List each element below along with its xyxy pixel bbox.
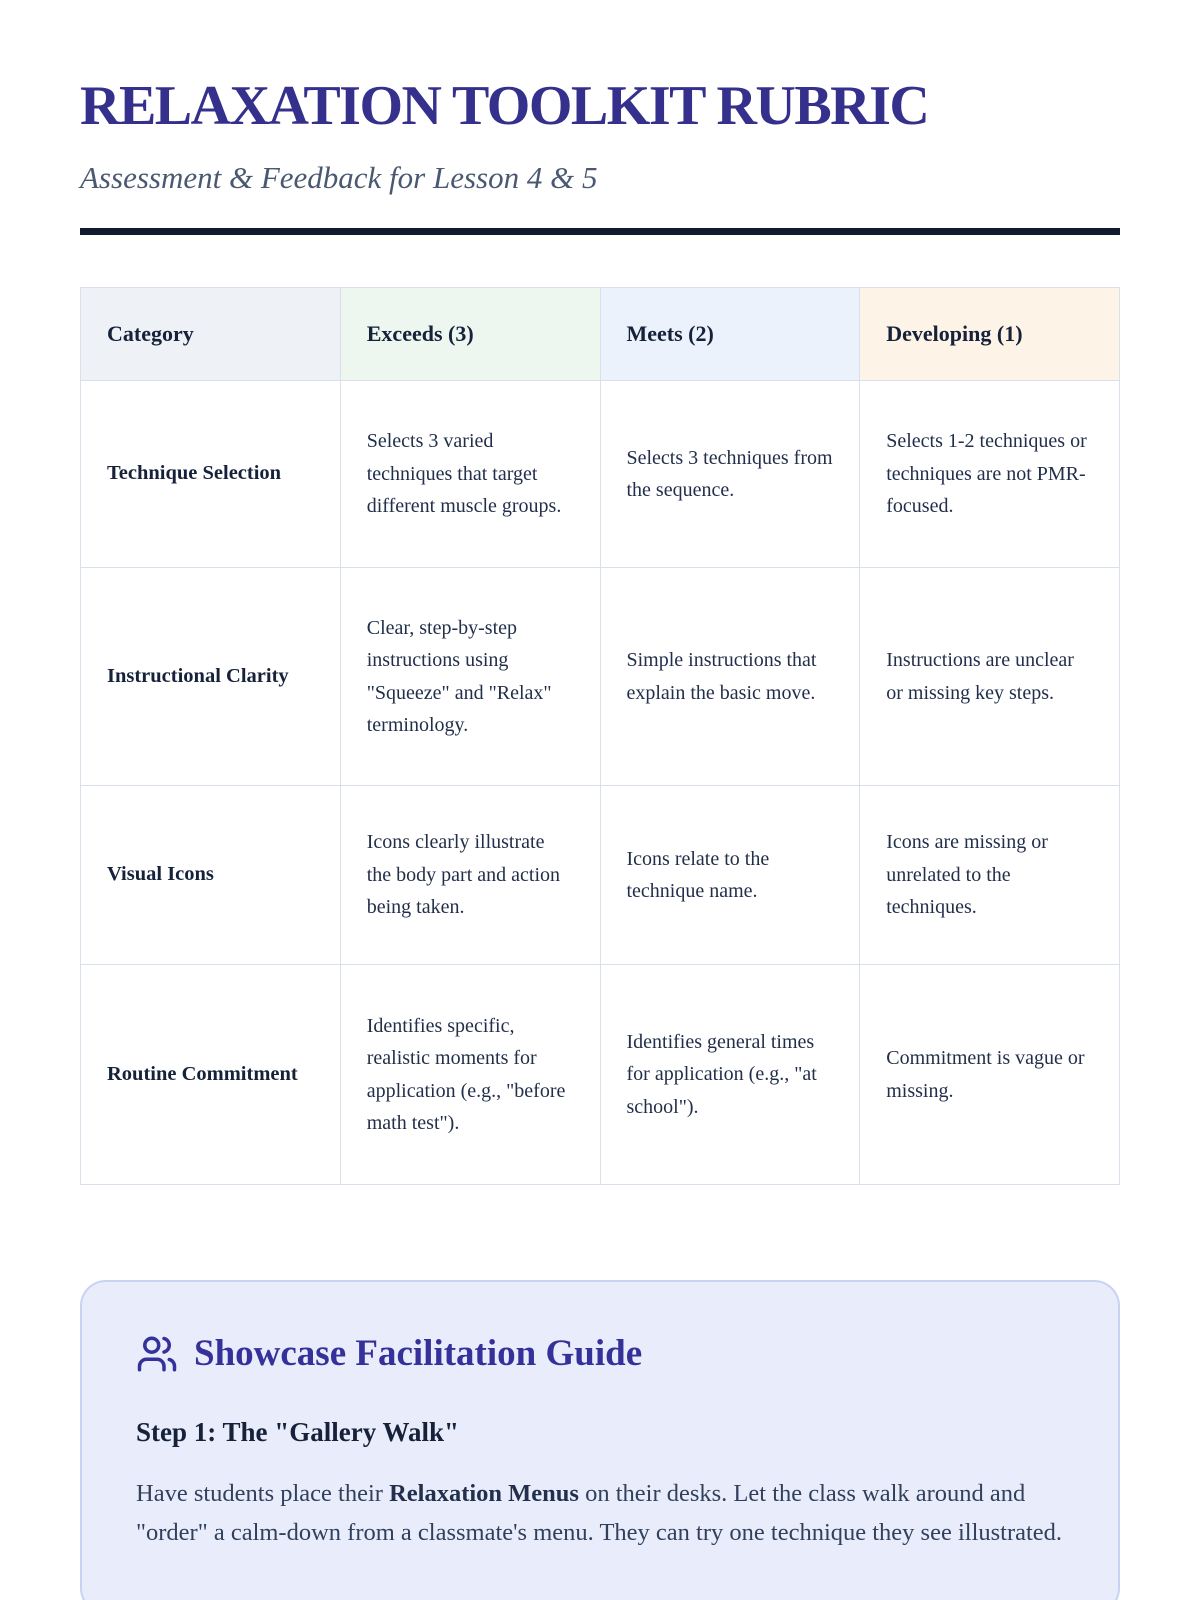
cell-exceeds: Identifies specific, realistic moments for application (e.g., "before math test"). (340, 965, 600, 1185)
table-header-row (81, 288, 1120, 381)
table-row-technique-selection (81, 381, 1120, 568)
column-header-meets: Meets (2) (600, 288, 860, 381)
guide-title-text: Showcase Facilitation Guide (194, 1333, 643, 1374)
step1-heading: Step 1: The "Gallery Walk" (136, 1417, 460, 1447)
step1-body-bold: Relaxation Menus (389, 1480, 579, 1507)
row-category-label: Routine Commitment (81, 965, 341, 1185)
cell-developing: Instructions are unclear or missing key steps. (860, 568, 1120, 786)
cell-meets: Icons relate to the technique name. (600, 786, 860, 965)
cell-developing: Commitment is vague or missing. (860, 965, 1120, 1185)
facilitation-guide-panel (80, 1280, 1120, 1600)
table-row-visual-icons (81, 786, 1120, 965)
table-row-instructional-clarity (81, 568, 1120, 786)
table-row-routine-commitment (81, 965, 1120, 1185)
column-header-exceeds: Exceeds (3) (340, 288, 600, 381)
cell-developing: Icons are missing or unrelated to the techniques. (860, 786, 1120, 965)
rubric-table (80, 287, 1120, 1185)
step1-body-suffix: on their desks. Let the class walk around and "order" a calm-down from a classmate's menu. They can try one technique they see illustrated. (136, 1480, 1063, 1547)
cell-exceeds: Icons clearly illustrate the body part and action being taken. (340, 786, 600, 965)
users-icon (136, 1333, 178, 1375)
row-category-label: Instructional Clarity (81, 568, 341, 786)
row-category-label: Visual Icons (81, 786, 341, 965)
guide-title (136, 1332, 1064, 1375)
column-header-category: Category (81, 288, 341, 381)
cell-exceeds: Selects 3 varied techniques that target different muscle groups. (340, 381, 600, 568)
page-subtitle: Assessment & Feedback for Lesson 4 & 5 (80, 160, 598, 195)
cell-meets: Selects 3 techniques from the sequence. (600, 381, 860, 568)
cell-meets: Simple instructions that explain the basic move. (600, 568, 860, 786)
page-title: RELAXATION TOOLKIT RUBRIC (80, 75, 929, 137)
column-header-developing: Developing (1) (860, 288, 1120, 381)
cell-meets: Identifies general times for application (e.g., "at school"). (600, 965, 860, 1185)
cell-developing: Selects 1-2 techniques or techniques are not PMR-focused. (860, 381, 1120, 568)
cell-exceeds: Clear, step-by-step instructions using "Squeeze" and "Relax" terminology. (340, 568, 600, 786)
step1-body-prefix: Have students place their (136, 1480, 390, 1507)
row-category-label: Technique Selection (81, 381, 341, 568)
document-page (0, 75, 1200, 1600)
divider-rule (80, 228, 1120, 235)
step1-body (136, 1474, 1064, 1552)
